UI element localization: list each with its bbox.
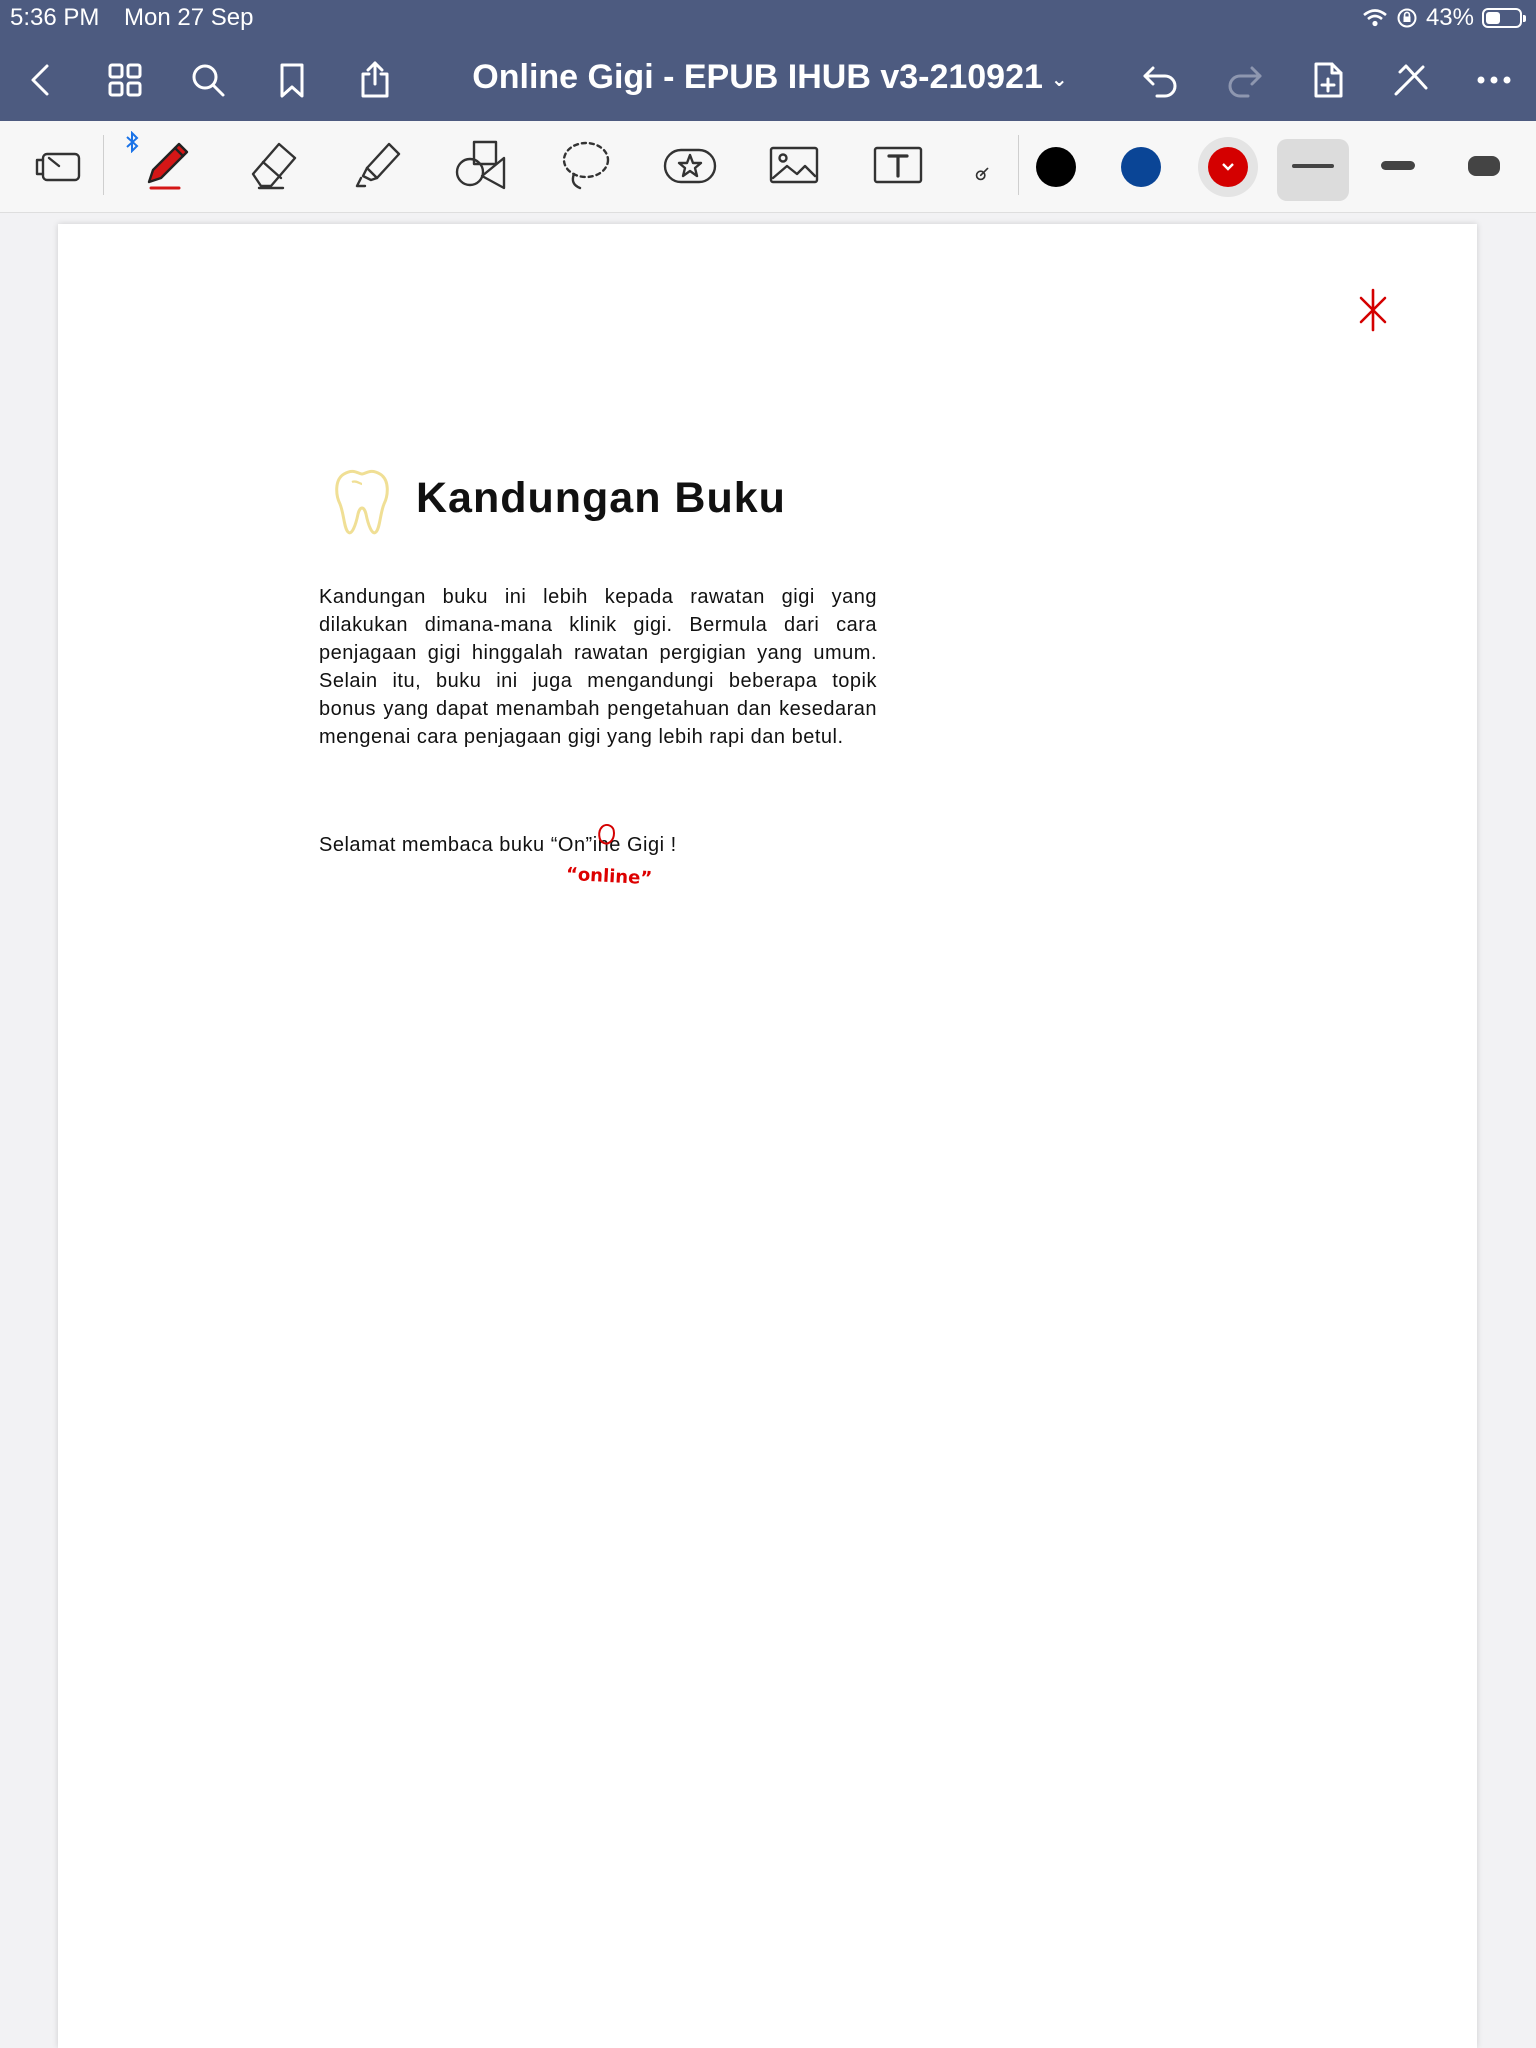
page-scan-tool[interactable] [30,133,94,197]
image-icon [765,136,823,194]
highlighter-tool[interactable] [346,133,410,197]
chevron-down-icon: ⌄ [1050,68,1068,91]
shapes-icon [452,136,510,194]
document-title[interactable] [460,58,1080,97]
color-swatch-red[interactable] [1208,147,1248,187]
thumbnails-button[interactable] [101,56,149,104]
search-button[interactable] [184,56,232,104]
stroke-thick-option[interactable] [1468,156,1500,176]
document-title-text: Online Gigi - EPUB IHUB v3-210921 [472,58,1043,96]
body-paragraph: Kandungan buku ini lebih kepada rawatan gigi yang dilakukan dimana-mana klinik gigi. Bermula dari cara penjagaan gigi hinggalah rawatan pergigian yang umum. Selain itu, buku ini juga mengandungi beberapa topik bonus yang dapat menambah pengetahuan dan kesedaran mengenai cara penjagaan gigi yang lebih rapi dan betul. [319,586,877,748]
bookmark-icon [272,60,312,100]
handwritten-annotation: “online” [565,863,653,890]
greeting-line: Selamat membaca buku “On”ine Gigi ! [319,834,677,856]
add-page-button[interactable] [1304,56,1352,104]
status-time: 5:36 PM [10,4,100,31]
pen-icon [139,136,197,194]
add-page-icon [1308,60,1348,100]
stroke-thin-option[interactable] [1292,164,1334,168]
undo-button[interactable] [1137,56,1185,104]
text-box-tool[interactable] [866,133,930,197]
page-scan-icon [33,136,91,194]
bookmark-button[interactable] [268,56,316,104]
status-right [1362,4,1522,32]
selected-stroke-highlight [1277,139,1349,201]
handwritten-circle-mark [596,823,618,849]
redo-icon [1224,60,1264,100]
back-icon [21,60,61,100]
color-swatch-black[interactable] [1036,147,1076,187]
share-icon [355,60,395,100]
more-icon [1474,60,1514,100]
shapes-tool[interactable] [449,133,513,197]
lasso-tool[interactable] [553,133,617,197]
toolbar-divider [103,135,104,195]
lasso-icon [556,136,614,194]
eraser-tool[interactable] [242,133,306,197]
share-button[interactable] [351,56,399,104]
asterisk-annotation-icon [1358,288,1388,332]
undo-icon [1141,60,1181,100]
sticker-icon [661,136,719,194]
orientation-lock-icon [1396,7,1418,29]
pen-off-button[interactable] [1386,56,1434,104]
more-button[interactable] [1470,56,1518,104]
stroke-medium-option[interactable] [1381,161,1415,170]
wifi-icon [1362,8,1388,28]
sticker-tool[interactable] [658,133,722,197]
toolbar-divider [1018,135,1019,195]
text-box-icon [869,136,927,194]
image-tool[interactable] [762,133,826,197]
pen-off-icon [1390,60,1430,100]
highlighter-icon [349,136,407,194]
search-icon [188,60,228,100]
eraser-icon [245,136,303,194]
pen-tool[interactable] [136,133,200,197]
color-swatch-blue[interactable] [1121,147,1161,187]
redo-button[interactable] [1220,56,1268,104]
bluetooth-icon [124,131,140,153]
back-button[interactable] [17,56,65,104]
laser-icon [960,136,1000,194]
status-date: Mon 27 Sep [124,4,254,31]
page-heading: Kandungan Buku [416,474,786,522]
chevron-down-icon [1221,162,1235,172]
battery-percent: 43% [1425,4,1474,31]
battery-icon [1482,8,1522,28]
top-bar [0,0,1536,121]
grid-icon [105,60,145,100]
laser-tool[interactable] [960,133,1000,197]
tooth-icon [332,468,392,536]
